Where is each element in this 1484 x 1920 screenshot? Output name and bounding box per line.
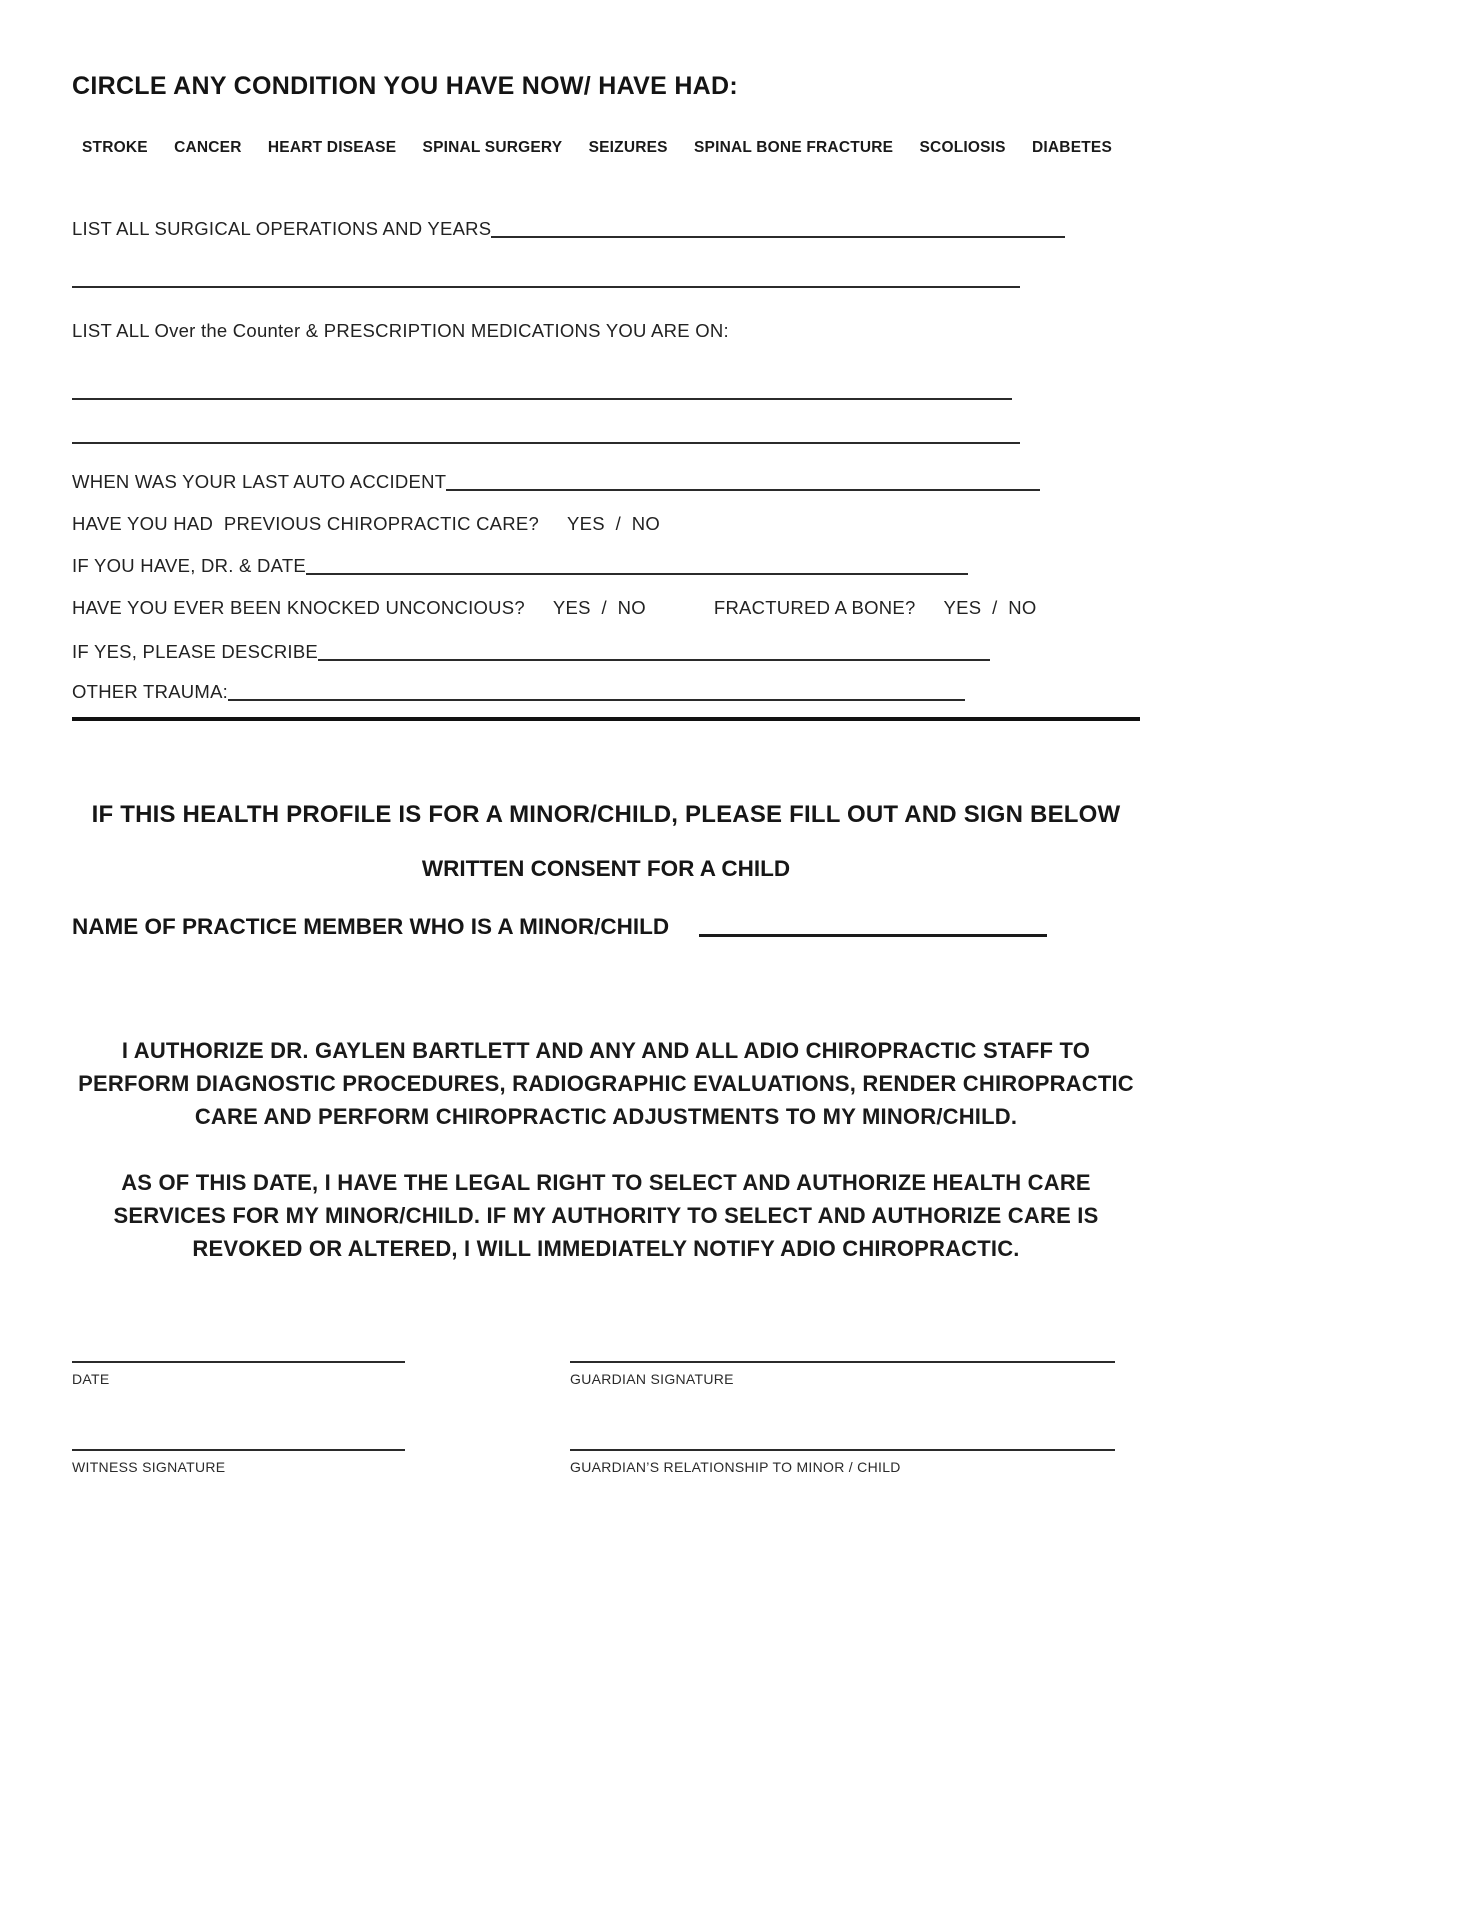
surgical-operations-extra-line[interactable]: [72, 286, 1020, 288]
minor-name-line[interactable]: [699, 934, 1047, 937]
fractured-bone-yes-no[interactable]: YES / NO: [943, 597, 1037, 618]
surgical-operations-line[interactable]: [491, 236, 1065, 238]
authorize-paragraph: I AUTHORIZE DR. GAYLEN BARTLETT AND ANY AND ALL ADIO CHIROPRACTIC STAFF TO PERFORM DIAGNOSTIC PROCEDURES, RADIOGRAPHIC EVALUATIONS, RENDER CHIROPRACTIC CARE AND PERFORM CHIROPRACTIC ADJUSTMENTS TO MY MINOR/CHILD.: [78, 1038, 1134, 1129]
condition-scoliosis[interactable]: SCOLIOSIS: [919, 139, 1006, 156]
witness-signature-block: [72, 1449, 405, 1475]
previous-care-yes-no[interactable]: YES / NO: [567, 513, 660, 534]
condition-heart-disease[interactable]: HEART DISEASE: [267, 139, 397, 156]
auto-accident-label: WHEN WAS YOUR LAST AUTO ACCIDENT: [72, 471, 447, 492]
other-trauma-row: [72, 680, 1140, 703]
section-divider: [72, 717, 1140, 721]
consent-subheading: WRITTEN CONSENT FOR A CHILD: [421, 856, 791, 881]
previous-care-row: [72, 512, 1140, 535]
witness-signature-label: WITNESS SIGNATURE: [72, 1459, 226, 1475]
consent-heading: IF THIS HEALTH PROFILE IS FOR A MINOR/CHILD, PLEASE FILL OUT AND SIGN BELOW: [91, 801, 1121, 828]
surgical-operations-row: [72, 217, 1140, 240]
date-signature-line[interactable]: [72, 1361, 405, 1363]
medications-line-2[interactable]: [72, 442, 1020, 444]
fractured-bone-question: FRACTURED A BONE?: [713, 597, 916, 618]
unconscious-yes-no[interactable]: YES / NO: [552, 597, 646, 618]
date-signature-block: [72, 1361, 405, 1387]
guardian-signature-label: GUARDIAN SIGNATURE: [570, 1371, 734, 1387]
conditions-list: [72, 139, 1140, 157]
medications-line-1[interactable]: [72, 398, 1012, 400]
guardian-signature-block: [570, 1361, 1115, 1387]
guardian-relationship-block: [570, 1449, 1115, 1475]
rights-paragraph: AS OF THIS DATE, I HAVE THE LEGAL RIGHT TO SELECT AND AUTHORIZE HEALTH CARE SERVICES FOR MY MINOR/CHILD. IF MY AUTHORITY TO SELECT AND AUTHORIZE CARE IS REVOKED OR ALTERED, I WILL IMMEDIATELY NOTIFY ADIO CHIROPRACTIC.: [113, 1170, 1099, 1261]
medications-label: LIST ALL Over the Counter & PRESCRIPTION MEDICATIONS YOU ARE ON:: [72, 320, 729, 341]
date-label: DATE: [72, 1371, 110, 1387]
other-trauma-label: OTHER TRAUMA:: [72, 681, 229, 702]
health-intake-form-page: [72, 0, 1140, 1475]
guardian-relationship-line[interactable]: [570, 1449, 1115, 1451]
condition-seizures[interactable]: SEIZURES: [588, 139, 668, 156]
signature-row-2: [72, 1449, 1140, 1475]
condition-spinal-surgery[interactable]: SPINAL SURGERY: [422, 139, 563, 156]
previous-care-question: HAVE YOU HAD PREVIOUS CHIROPRACTIC CARE?: [72, 513, 540, 534]
other-trauma-line[interactable]: [228, 699, 965, 701]
describe-label: IF YES, PLEASE DESCRIBE: [72, 641, 318, 662]
minor-name-label: NAME OF PRACTICE MEMBER WHO IS A MINOR/CHILD: [72, 914, 670, 939]
auto-accident-line[interactable]: [446, 489, 1040, 491]
describe-line[interactable]: [318, 659, 990, 661]
condition-cancer[interactable]: CANCER: [174, 139, 242, 156]
conditions-heading: CIRCLE ANY CONDITION YOU HAVE NOW/ HAVE HAD:: [72, 72, 739, 100]
signature-row-1: [72, 1361, 1140, 1387]
condition-diabetes[interactable]: DIABETES: [1032, 139, 1112, 156]
surgical-operations-label: LIST ALL SURGICAL OPERATIONS AND YEARS: [72, 218, 492, 239]
witness-signature-line[interactable]: [72, 1449, 405, 1451]
unconscious-question: HAVE YOU EVER BEEN KNOCKED UNCONCIOUS?: [72, 597, 525, 618]
unconscious-row: [72, 596, 1140, 619]
dr-date-row: [72, 554, 1140, 577]
condition-stroke[interactable]: STROKE: [82, 139, 148, 156]
guardian-relationship-label: GUARDIAN’S RELATIONSHIP TO MINOR / CHILD: [570, 1459, 901, 1475]
condition-spinal-bone-fracture[interactable]: SPINAL BONE FRACTURE: [694, 139, 894, 156]
dr-date-line[interactable]: [306, 573, 968, 575]
minor-name-row: [72, 914, 1140, 940]
guardian-signature-line[interactable]: [570, 1361, 1115, 1363]
dr-date-label: IF YOU HAVE, DR. & DATE: [72, 555, 306, 576]
auto-accident-row: [72, 470, 1140, 493]
describe-row: [72, 640, 1140, 663]
